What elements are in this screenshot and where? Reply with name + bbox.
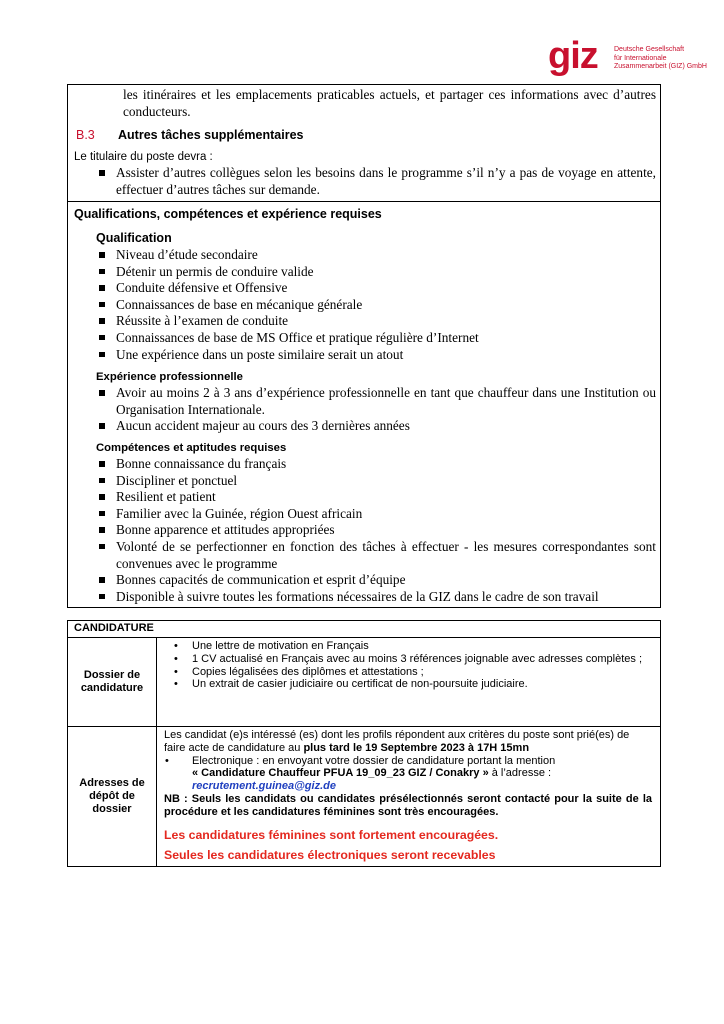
list-item: Bonne connaissance du français <box>98 456 656 473</box>
dossier-list <box>157 638 660 693</box>
application-intro: Les candidat (e)s intéressé (es) dont les profils répondent aux critères du poste sont prié(es) de faire acte de candidature au plus tard le 19 Septembre 2023 à 17H 15mn <box>164 729 630 754</box>
list-item: Discipliner et ponctuel <box>98 473 656 490</box>
square-bullet-icon <box>99 269 105 275</box>
square-bullet-icon <box>99 318 105 324</box>
qualification-list <box>98 247 656 363</box>
list-item: Resilient et patient <box>98 489 656 506</box>
square-bullet-icon <box>99 285 105 291</box>
square-bullet-icon <box>99 527 105 533</box>
competences-list <box>98 456 656 605</box>
square-bullet-icon <box>99 494 105 500</box>
nb-note: NB : Seuls les candidats ou candidates présélectionnés seront contacté pour la suite de la procédure et les candidatures féminines sont très encouragées. <box>164 792 652 818</box>
dossier-cell <box>157 638 661 727</box>
list-item: Familier avec la Guinée, région Ouest africain <box>98 506 656 523</box>
candidature-header: CANDIDATURE <box>68 621 661 638</box>
section-b3-number: B.3 <box>76 128 95 142</box>
list-item: Bonne apparence et attitudes appropriées <box>98 522 656 539</box>
square-bullet-icon <box>99 461 105 467</box>
adresses-content <box>157 727 660 866</box>
square-bullet-icon <box>99 594 105 600</box>
experience-subheading: Expérience professionnelle <box>96 371 243 383</box>
list-item: Assister d’autres collègues selon les besoins dans le programme s’il n’y a pas de voyage en attente, effectuer d’autres tâches sur demande. <box>98 165 656 198</box>
list-item: • Copies légalisées des diplômes et attestations ; <box>174 665 424 678</box>
list-item: Bonnes capacités de communication et esprit d’équipe <box>98 572 656 589</box>
list-item: Avoir au moins 2 à 3 ans d’expérience professionnelle en tant que chauffeur dans une Institution ou Organisation Internationale. <box>98 385 656 418</box>
b3-task-list <box>98 165 656 198</box>
list-item: Volonté de se perfectionner en fonction des tâches à effectuer - les mesures correspondantes sont convenues avec le programme <box>98 539 656 572</box>
electronic-only-note: Seules les candidatures électroniques seront recevables <box>164 848 496 863</box>
giz-logo-text <box>614 46 707 72</box>
giz-logo <box>548 35 718 82</box>
section-b3-title: Autres tâches supplémentaires <box>118 128 304 142</box>
list-item: • 1 CV actualisé en Français avec au moins 3 références joignable avec adresses complètes ; <box>174 652 643 665</box>
square-bullet-icon <box>99 423 105 429</box>
bullet-icon: • <box>174 640 178 652</box>
qualifications-heading: Qualifications, compétences et expérience requises <box>74 207 382 221</box>
section-b3-heading <box>76 128 304 142</box>
list-item: Niveau d’étude secondaire <box>98 247 656 264</box>
candidature-table <box>67 620 661 867</box>
electronique-item: • Electronique : en envoyant votre dossier de candidature portant la mention « Candidature Chauffeur PFUA 19_09_23 GIZ / Conakry » à l’adresse : recrutement.guinea@giz.de <box>165 754 556 793</box>
list-item: Conduite défensive et Offensive <box>98 280 656 297</box>
list-item: Aucun accident majeur au cours des 3 dernières années <box>98 418 656 435</box>
job-requirements-box <box>67 84 661 608</box>
mention-text: « Candidature Chauffeur PFUA 19_09_23 GIZ / Conakry » <box>192 767 489 780</box>
adresses-cell <box>157 727 661 867</box>
experience-list <box>98 385 656 435</box>
dossier-label: Dossier de candidature <box>68 638 157 727</box>
bullet-icon: • <box>174 665 178 678</box>
list-item: • Une lettre de motivation en Français <box>174 640 369 652</box>
square-bullet-icon <box>99 352 105 358</box>
continuation-text: les itinéraires et les emplacements praticables actuels, et partager ces informations avec d’autres conducteurs. <box>123 87 656 119</box>
square-bullet-icon <box>99 544 105 550</box>
list-item: Connaissances de base de MS Office et pratique régulière d’Internet <box>98 330 656 347</box>
square-bullet-icon <box>99 170 105 176</box>
list-item: Disponible à suivre toutes les formations nécessaires de la GIZ dans le cadre de son travail <box>98 589 656 606</box>
square-bullet-icon <box>99 302 105 308</box>
bullet-icon: • <box>174 678 178 691</box>
bullet-icon: • <box>165 754 169 767</box>
qualification-subheading: Qualification <box>96 231 172 245</box>
b3-intro: Le titulaire du poste devra : <box>74 151 213 163</box>
logo-line-2: für Internationale <box>614 54 667 62</box>
list-item: Détenir un permis de conduire valide <box>98 264 656 281</box>
email-link[interactable]: recrutement.guinea@giz.de <box>192 780 336 793</box>
logo-line-1: Deutsche Gesellschaft <box>614 46 685 53</box>
square-bullet-icon <box>99 511 105 517</box>
list-item: Connaissances de base en mécanique générale <box>98 297 656 314</box>
logo-line-3: Zusammenarbeit (GIZ) GmbH <box>614 63 707 70</box>
deadline: plus tard le 19 Septembre 2023 à 17H 15mn <box>303 741 530 754</box>
competences-subheading: Compétences et aptitudes requises <box>96 442 287 454</box>
section-divider <box>68 201 660 202</box>
square-bullet-icon <box>99 252 105 258</box>
bullet-icon: • <box>174 652 178 665</box>
list-item: • Un extrait de casier judiciaire ou certificat de non-poursuite judiciaire. <box>174 678 528 691</box>
square-bullet-icon <box>99 390 105 396</box>
square-bullet-icon <box>99 478 105 484</box>
square-bullet-icon <box>99 335 105 341</box>
giz-logo-mark: giz <box>548 35 598 77</box>
list-item: Une expérience dans un poste similaire serait un atout <box>98 347 656 364</box>
adresses-label: Adresses de dépôt de dossier <box>68 727 157 867</box>
square-bullet-icon <box>99 577 105 583</box>
list-item: Réussite à l’examen de conduite <box>98 313 656 330</box>
female-candidates-note: Les candidatures féminines sont fortement encouragées. <box>164 827 499 842</box>
